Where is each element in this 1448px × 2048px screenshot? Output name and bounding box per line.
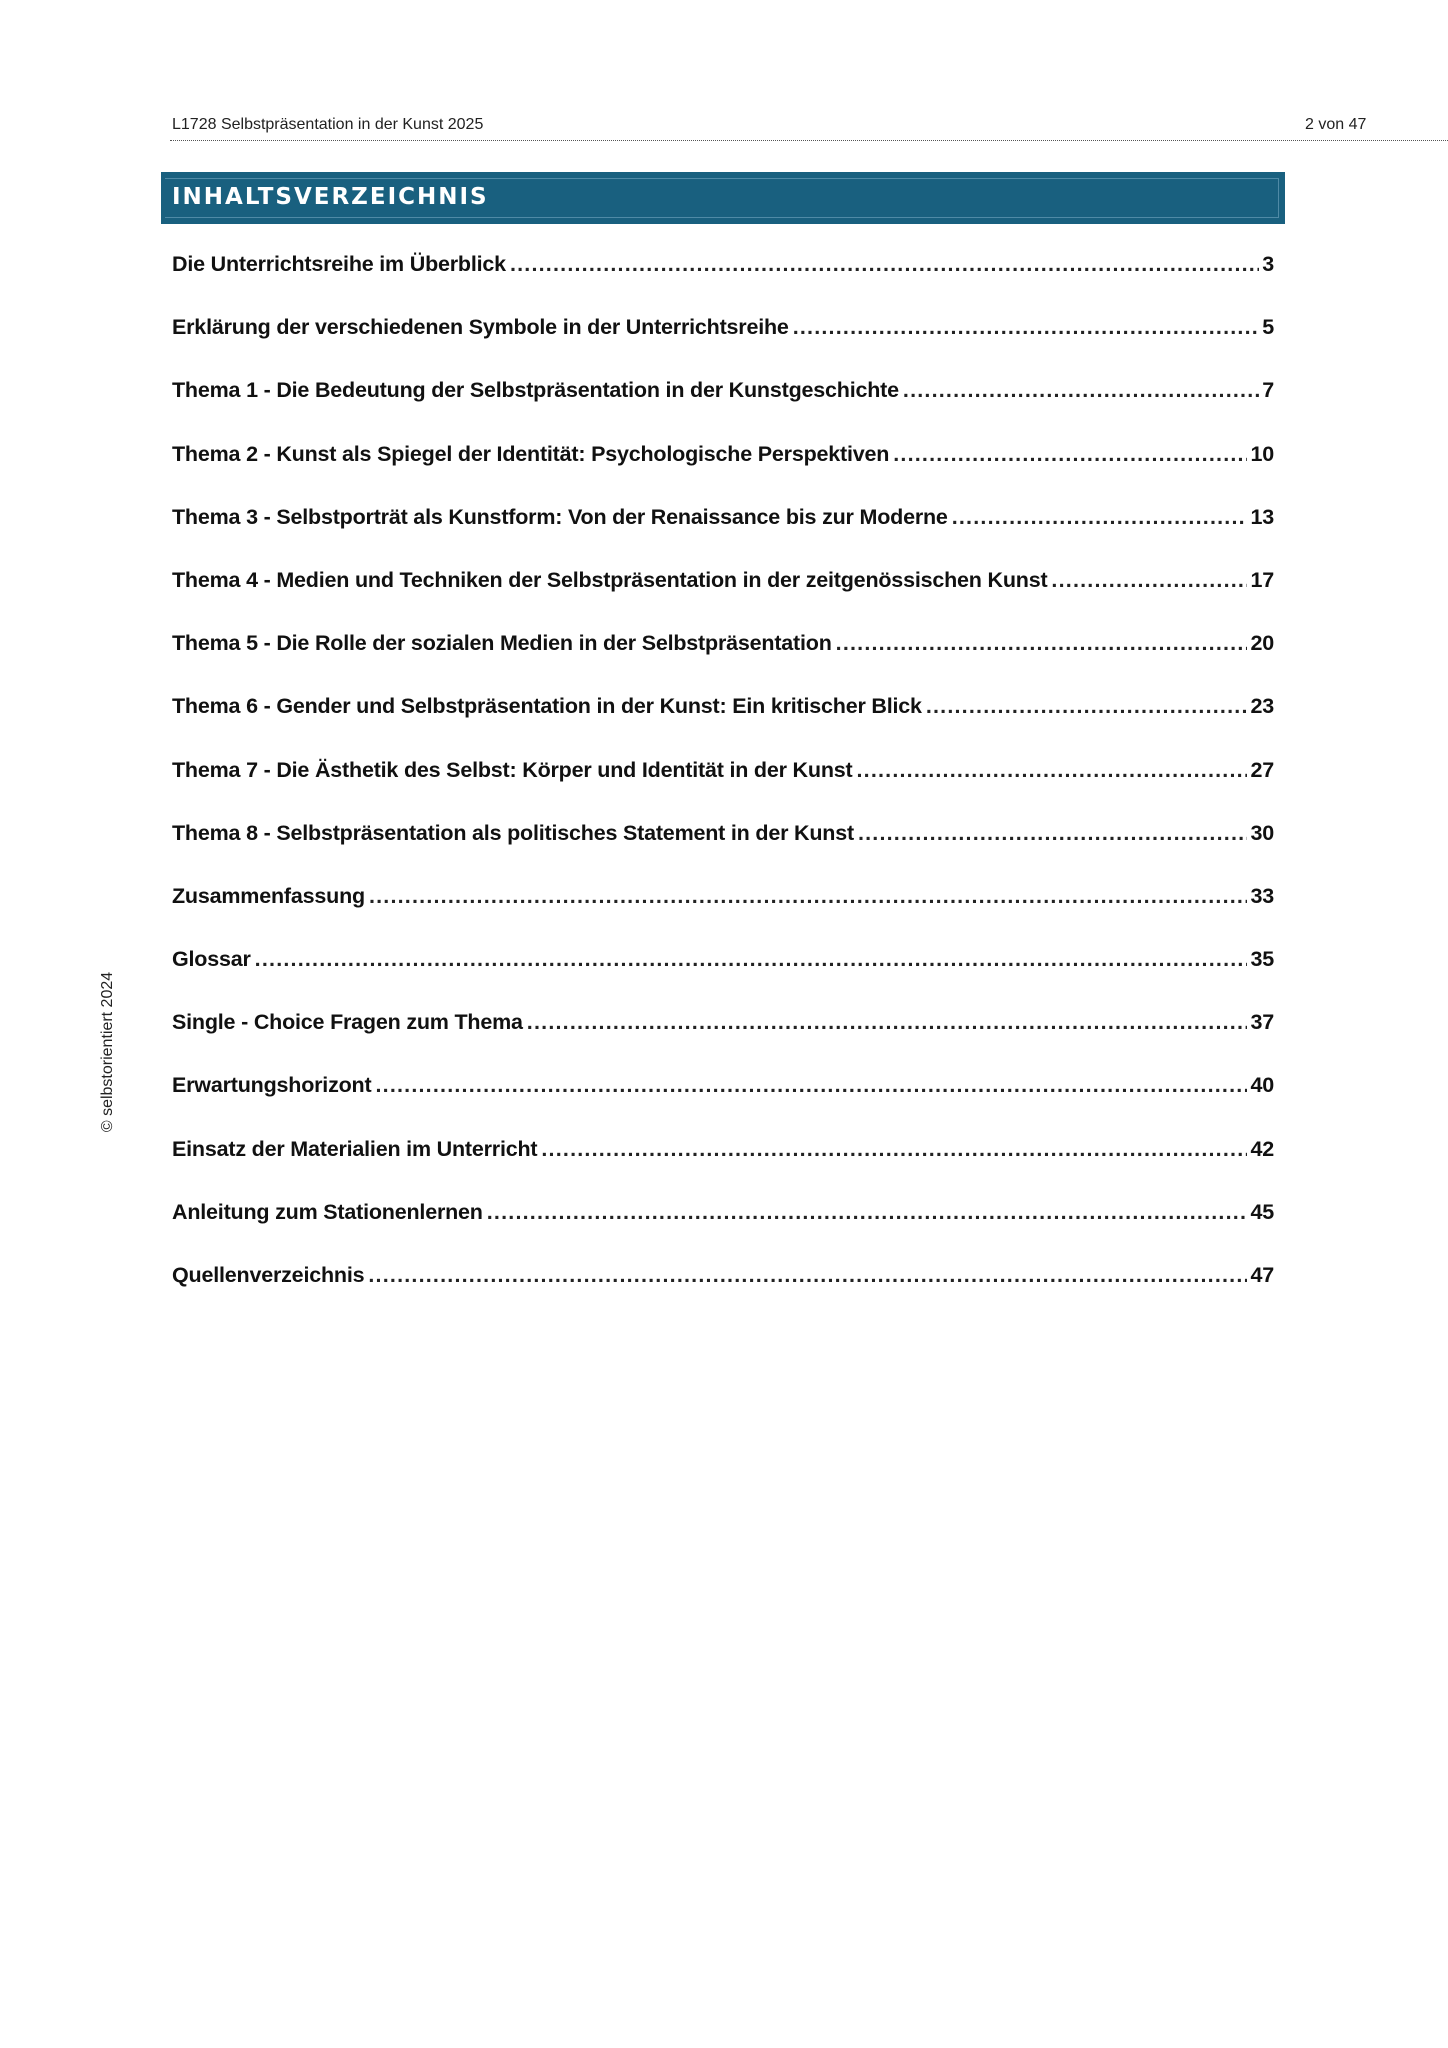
- toc-entry-title[interactable]: Erwartungshorizont: [172, 1073, 372, 1098]
- toc-entry-title[interactable]: Quellenverzeichnis: [172, 1263, 365, 1287]
- toc-entry[interactable]: [172, 1137, 1274, 1200]
- dot-leader: [836, 631, 1248, 656]
- toc-entry-title[interactable]: Thema 7 - Die Ästhetik des Selbst: Körper und Identität in der Kunst: [172, 757, 853, 782]
- toc-heading-bar: [161, 172, 1285, 224]
- toc-entry-title[interactable]: Thema 8 - Selbstpräsentation als politisches Statement in der Kunst: [172, 820, 854, 845]
- toc-entry-page[interactable]: 30: [1250, 820, 1274, 845]
- toc-entry-page[interactable]: 7: [1262, 378, 1274, 403]
- toc-entry-page[interactable]: 42: [1250, 1136, 1274, 1161]
- toc-entry-title[interactable]: Anleitung zum Stationenlernen: [172, 1199, 483, 1224]
- toc-entry-title[interactable]: Thema 6 - Gender und Selbstpräsentation in der Kunst: Ein kritischer Blick: [172, 694, 922, 719]
- dot-leader: [527, 1010, 1248, 1035]
- toc-entry[interactable]: [172, 884, 1274, 947]
- dot-leader: [952, 505, 1248, 530]
- dot-leader: [541, 1137, 1247, 1162]
- toc-entry-page[interactable]: 10: [1250, 441, 1274, 466]
- page-header: [170, 114, 1448, 141]
- toc-entry[interactable]: [172, 1073, 1274, 1136]
- toc-entry[interactable]: [172, 252, 1274, 315]
- toc-entry-title[interactable]: Thema 1 - Die Bedeutung der Selbstpräsentation in der Kunstgeschichte: [172, 378, 899, 403]
- dot-leader: [1051, 568, 1247, 593]
- toc-entry[interactable]: [172, 1200, 1274, 1263]
- dot-leader: [375, 1073, 1247, 1098]
- toc-entry-title[interactable]: Thema 3 - Selbstporträt als Kunstform: Von der Renaissance bis zur Moderne: [172, 504, 948, 529]
- dot-leader: [858, 821, 1248, 846]
- toc-entry[interactable]: [172, 505, 1274, 568]
- dot-leader: [903, 378, 1259, 403]
- toc-entry-page[interactable]: 17: [1250, 567, 1274, 592]
- toc-entry-page[interactable]: 35: [1250, 947, 1274, 972]
- toc-entry-title[interactable]: Thema 2 - Kunst als Spiegel der Identität: Psychologische Perspektiven: [172, 441, 890, 466]
- toc-entry[interactable]: [172, 378, 1274, 441]
- toc-entry[interactable]: [172, 568, 1274, 631]
- toc-entry-page[interactable]: 3: [1262, 252, 1274, 276]
- toc-entry-page[interactable]: 47: [1250, 1263, 1274, 1287]
- dot-leader: [487, 1200, 1248, 1225]
- dot-leader: [793, 315, 1259, 340]
- toc-entry-title[interactable]: Einsatz der Materialien im Unterricht: [172, 1136, 538, 1161]
- dot-leader: [368, 1263, 1247, 1288]
- toc-entry-title[interactable]: Single - Choice Fragen zum Thema: [172, 1010, 523, 1035]
- toc-entry-page[interactable]: 13: [1250, 504, 1274, 529]
- toc-entry-title[interactable]: Erklärung der verschiedenen Symbole in der Unterrichtsreihe: [172, 315, 789, 340]
- document-title: L1728 Selbstpräsentation in der Kunst 2025: [172, 116, 484, 133]
- page-number: 2 von 47: [1305, 116, 1367, 133]
- toc-entry-page[interactable]: 45: [1250, 1199, 1274, 1224]
- toc-entry-title[interactable]: Thema 4 - Medien und Techniken der Selbstpräsentation in der zeitgenössischen Kunst: [172, 567, 1048, 592]
- toc-entry[interactable]: [172, 694, 1274, 757]
- toc-entry-title[interactable]: Glossar: [172, 947, 251, 972]
- toc-entry[interactable]: [172, 315, 1274, 378]
- toc-entry-page[interactable]: 20: [1250, 631, 1274, 656]
- dot-leader: [926, 694, 1248, 719]
- toc-entry-page[interactable]: 23: [1250, 694, 1274, 719]
- toc-heading: INHALTSVERZEICHNIS: [172, 184, 489, 210]
- toc-entry-page[interactable]: 27: [1250, 757, 1274, 782]
- toc-entry-page[interactable]: 37: [1250, 1010, 1274, 1035]
- toc-entry[interactable]: [172, 1010, 1274, 1073]
- copyright-notice: © selbstorientiert 2024: [99, 971, 116, 1133]
- toc-entry-title[interactable]: Thema 5 - Die Rolle der sozialen Medien in der Selbstpräsentation: [172, 631, 832, 656]
- toc-entry[interactable]: [172, 442, 1274, 505]
- toc-entry[interactable]: [172, 631, 1274, 694]
- toc-entry[interactable]: [172, 821, 1274, 884]
- dot-leader: [255, 947, 1248, 972]
- dot-leader: [510, 252, 1259, 277]
- toc-entry-page[interactable]: 40: [1250, 1073, 1274, 1098]
- dot-leader: [369, 884, 1248, 909]
- toc-entry[interactable]: [172, 758, 1274, 821]
- toc-entry-page[interactable]: 33: [1250, 883, 1274, 908]
- toc-entry-title[interactable]: Zusammenfassung: [172, 883, 365, 908]
- toc-entry-page[interactable]: 5: [1262, 315, 1274, 340]
- dot-leader: [856, 758, 1247, 783]
- toc-entry-title[interactable]: Die Unterrichtsreihe im Überblick: [172, 252, 506, 276]
- toc-entry[interactable]: [172, 1263, 1274, 1326]
- table-of-contents: [172, 252, 1274, 1326]
- toc-entry[interactable]: [172, 947, 1274, 1010]
- dot-leader: [893, 442, 1247, 467]
